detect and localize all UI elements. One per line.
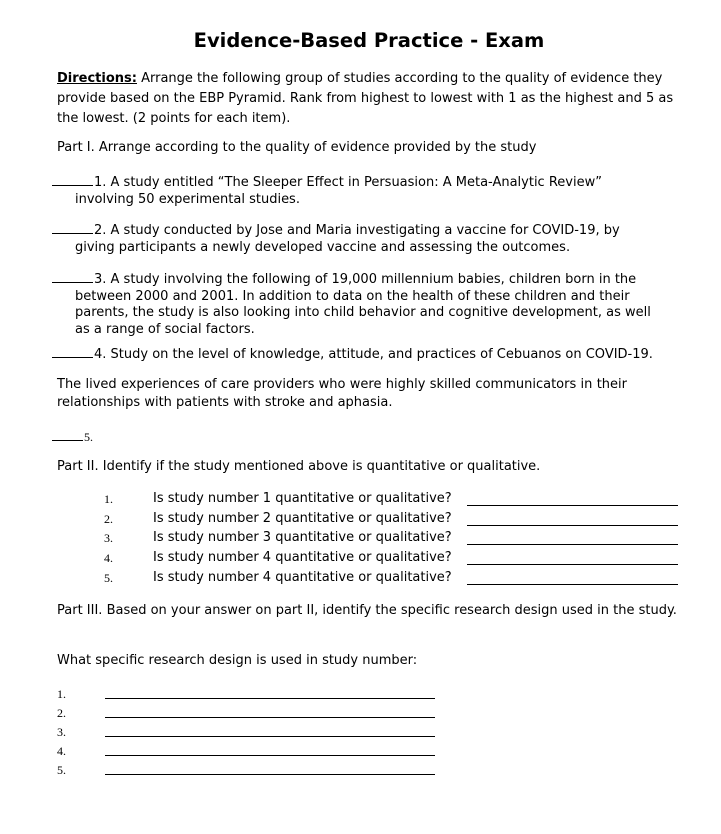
- answer-blank[interactable]: [52, 172, 93, 186]
- part3-answer-1: [57, 687, 437, 705]
- part3-answer-5: [57, 763, 437, 781]
- part3-answer-3: [57, 725, 437, 743]
- answer-line[interactable]: [105, 698, 435, 699]
- question-number: 2.: [104, 512, 113, 526]
- answer-line[interactable]: [105, 774, 435, 775]
- answer-line[interactable]: [467, 544, 678, 545]
- question-number: 3.: [104, 531, 113, 545]
- question-number: 5.: [104, 571, 113, 585]
- answer-line[interactable]: [105, 736, 435, 737]
- part3-answer-4: [57, 744, 437, 762]
- item-continuation: giving participants a newly developed vaccine and assessing the outcomes.: [75, 239, 571, 255]
- answer-line[interactable]: [467, 564, 678, 565]
- answer-line[interactable]: [105, 755, 435, 756]
- question-text: Is study number 4 quantitative or qualitative?: [153, 570, 452, 585]
- design-number: 2.: [57, 706, 66, 720]
- answer-blank[interactable]: [52, 428, 83, 441]
- question-text: Is study number 2 quantitative or qualitative?: [153, 511, 452, 526]
- design-number: 1.: [57, 687, 66, 701]
- part1-item-1: [52, 172, 692, 208]
- part3-heading: Part III. Based on your answer on part II, identify the specific research design used in the study.: [57, 603, 677, 618]
- part3-prompt: What specific research design is used in study number:: [57, 653, 418, 668]
- part2-question-3: [104, 530, 684, 548]
- part1-item-2: [52, 220, 692, 256]
- part1-heading: Part I. Arrange according to the quality of evidence provided by the study: [57, 140, 537, 155]
- answer-line[interactable]: [467, 525, 678, 526]
- item-text: 2. A study conducted by Jose and Maria investigating a vaccine for COVID-19, by: [94, 223, 620, 238]
- answer-blank[interactable]: [52, 344, 93, 358]
- item-number: 5.: [84, 430, 93, 444]
- part2-question-5: [104, 570, 684, 588]
- part1-item-5-text: The lived experiences of care providers who were highly skilled communicators in their relationships with patients with stroke and aphasia.: [57, 377, 627, 410]
- question-number: 1.: [104, 492, 113, 506]
- question-text: Is study number 3 quantitative or qualitative?: [153, 530, 452, 545]
- part2-question-2: [104, 511, 684, 529]
- answer-blank[interactable]: [52, 269, 93, 283]
- part1-item-3: [52, 269, 692, 338]
- directions-paragraph: [57, 69, 687, 129]
- part2-question-4: [104, 550, 684, 568]
- answer-line[interactable]: [105, 717, 435, 718]
- part2-heading: Part II. Identify if the study mentioned above is quantitative or qualitative.: [57, 459, 541, 474]
- part2-question-1: [104, 491, 684, 509]
- answer-blank[interactable]: [52, 220, 93, 234]
- answer-line[interactable]: [467, 505, 678, 506]
- directions-text: Arrange the following group of studies according to the quality of evidence they provide based on the EBP Pyramid. Rank from highest to lowest with 1 as the highest and 5 as the lowest. (2 points for each item).: [57, 71, 674, 126]
- item-continuation: involving 50 experimental studies.: [75, 191, 300, 207]
- question-number: 4.: [104, 551, 113, 565]
- design-number: 3.: [57, 725, 66, 739]
- question-text: Is study number 4 quantitative or qualitative?: [153, 550, 452, 565]
- part3-answer-2: [57, 706, 437, 724]
- design-number: 4.: [57, 744, 66, 758]
- item-text: 4. Study on the level of knowledge, attitude, and practices of Cebuanos on COVID-19.: [94, 347, 653, 362]
- answer-line[interactable]: [467, 584, 678, 585]
- item-continuation: between 2000 and 2001. In addition to data on the health of these children and their parents, the study is also looking into child behavior and cognitive development, as well as a range of social factors.: [75, 288, 651, 337]
- directions-label: Directions:: [57, 71, 137, 86]
- part1-item-4: [52, 344, 692, 364]
- design-number: 5.: [57, 763, 66, 777]
- item-text: 1. A study entitled “The Sleeper Effect in Persuasion: A Meta-Analytic Review”: [94, 175, 602, 190]
- part1-item-5: [52, 428, 93, 446]
- page-title: Evidence-Based Practice - Exam: [193, 29, 545, 52]
- question-text: Is study number 1 quantitative or qualitative?: [153, 491, 452, 506]
- item-text: 3. A study involving the following of 19,000 millennium babies, children born in the: [94, 272, 637, 287]
